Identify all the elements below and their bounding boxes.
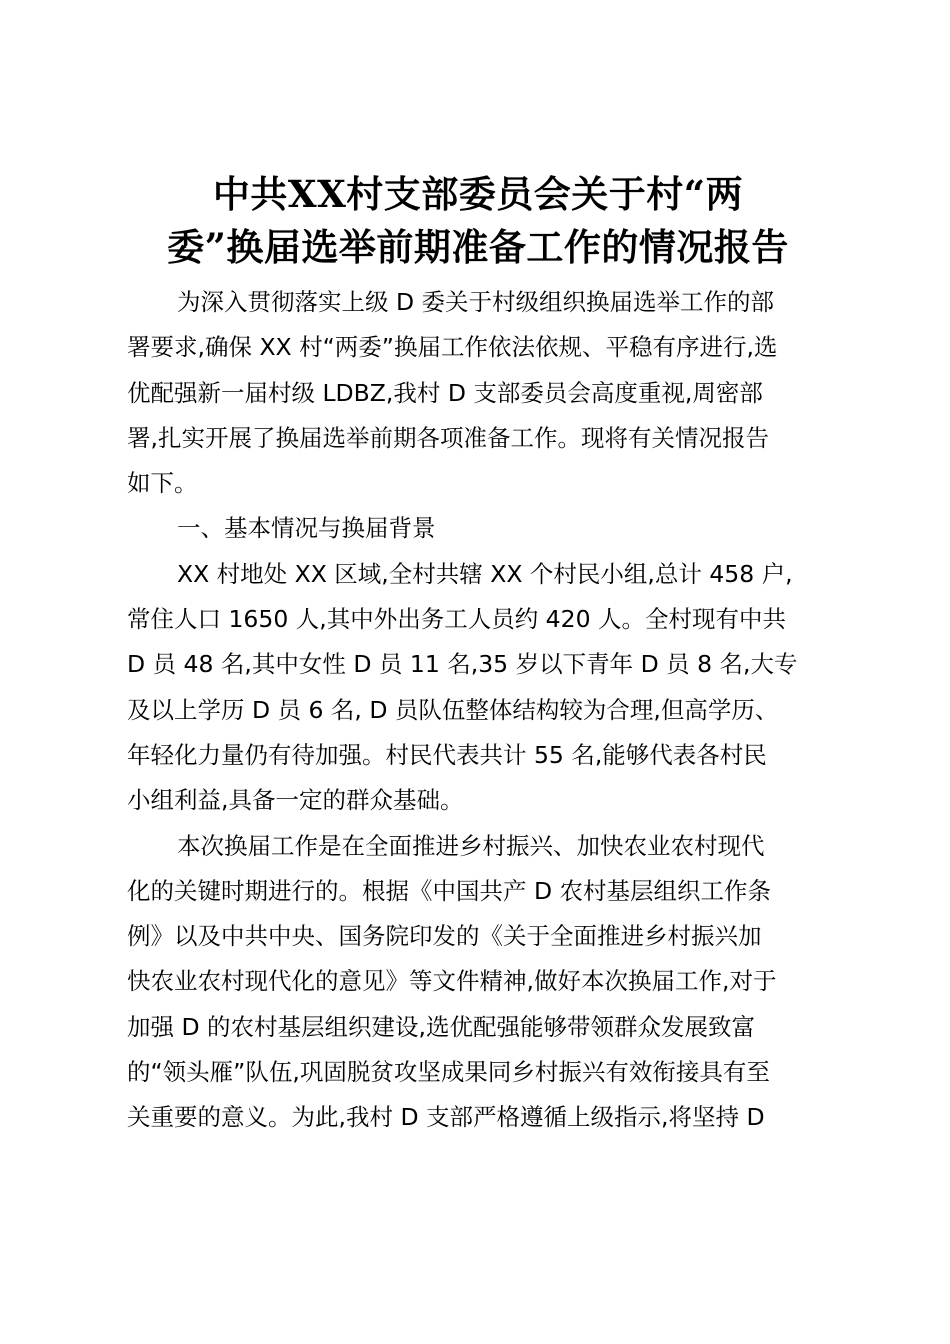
paragraph-intro: [127, 280, 833, 506]
text-line: 常住人口 1650 人,其中外出务工人员约 420 人。全村现有中共: [127, 605, 787, 634]
text-line: 关重要的意义。为此,我村 D 支部严格遵循上级指示,将坚持 D: [127, 1103, 765, 1132]
section-heading-text: 一、基本情况与换届背景: [177, 514, 436, 543]
document-title: [118, 168, 838, 274]
text-line: 如下。: [127, 469, 198, 498]
text-line: 优配强新一届村级 LDBZ,我村 D 支部委员会高度重视,周密部: [127, 378, 763, 407]
text-line: 为深入贯彻落实上级 D 委关于村级组织换届选举工作的部: [177, 288, 775, 316]
document-body: [127, 280, 833, 1141]
text-line: D 员 48 名,其中女性 D 员 11 名,35 岁以下青年 D 员 8 名,大专: [127, 650, 798, 679]
paragraph-background: [127, 824, 833, 1141]
text-line: 加强 D 的农村基层组织建设,选优配强能够带领群众发展致富: [127, 1012, 756, 1041]
text-line: 的“领头雁”队伍,巩固脱贫攻坚成果同乡村振兴有效衔接具有至: [127, 1058, 770, 1087]
text-line: 年轻化力量仍有待加强。村民代表共计 55 名,能够代表各村民: [127, 740, 767, 769]
text-line: 署,扎实开展了换届选举前期各项准备工作。现将有关情况报告: [127, 423, 769, 452]
text-line: 化的关键时期进行的。根据《中国共产 D 农村基层组织工作条: [127, 876, 772, 905]
text-line: 小组利益,具备一定的群众基础。: [127, 786, 464, 815]
text-line: 本次换届工作是在全面推进乡村振兴、加快农业农村现代: [177, 831, 765, 860]
title-line-1: 中共XX村支部委员会关于村“两: [212, 172, 744, 216]
text-line: 快农业农村现代化的意见》等文件精神,做好本次换届工作,对于: [127, 967, 777, 996]
section-heading: [127, 506, 833, 551]
text-line: 及以上学历 D 员 6 名, D 员队伍整体结构较为合理,但高学历、: [127, 695, 779, 724]
text-line: 例》以及中共中央、国务院印发的《关于全面推进乡村振兴加: [127, 922, 762, 951]
paragraph-basic-info: [127, 552, 833, 824]
title-line-2: 委”换届选举前期准备工作的情况报告: [167, 225, 789, 269]
text-line: XX 村地处 XX 区域,全村共辖 XX 个村民小组,总计 458 户,: [177, 559, 793, 588]
text-line: 署要求,确保 XX 村“两委”换届工作依法依规、平稳有序进行,选: [127, 333, 778, 362]
